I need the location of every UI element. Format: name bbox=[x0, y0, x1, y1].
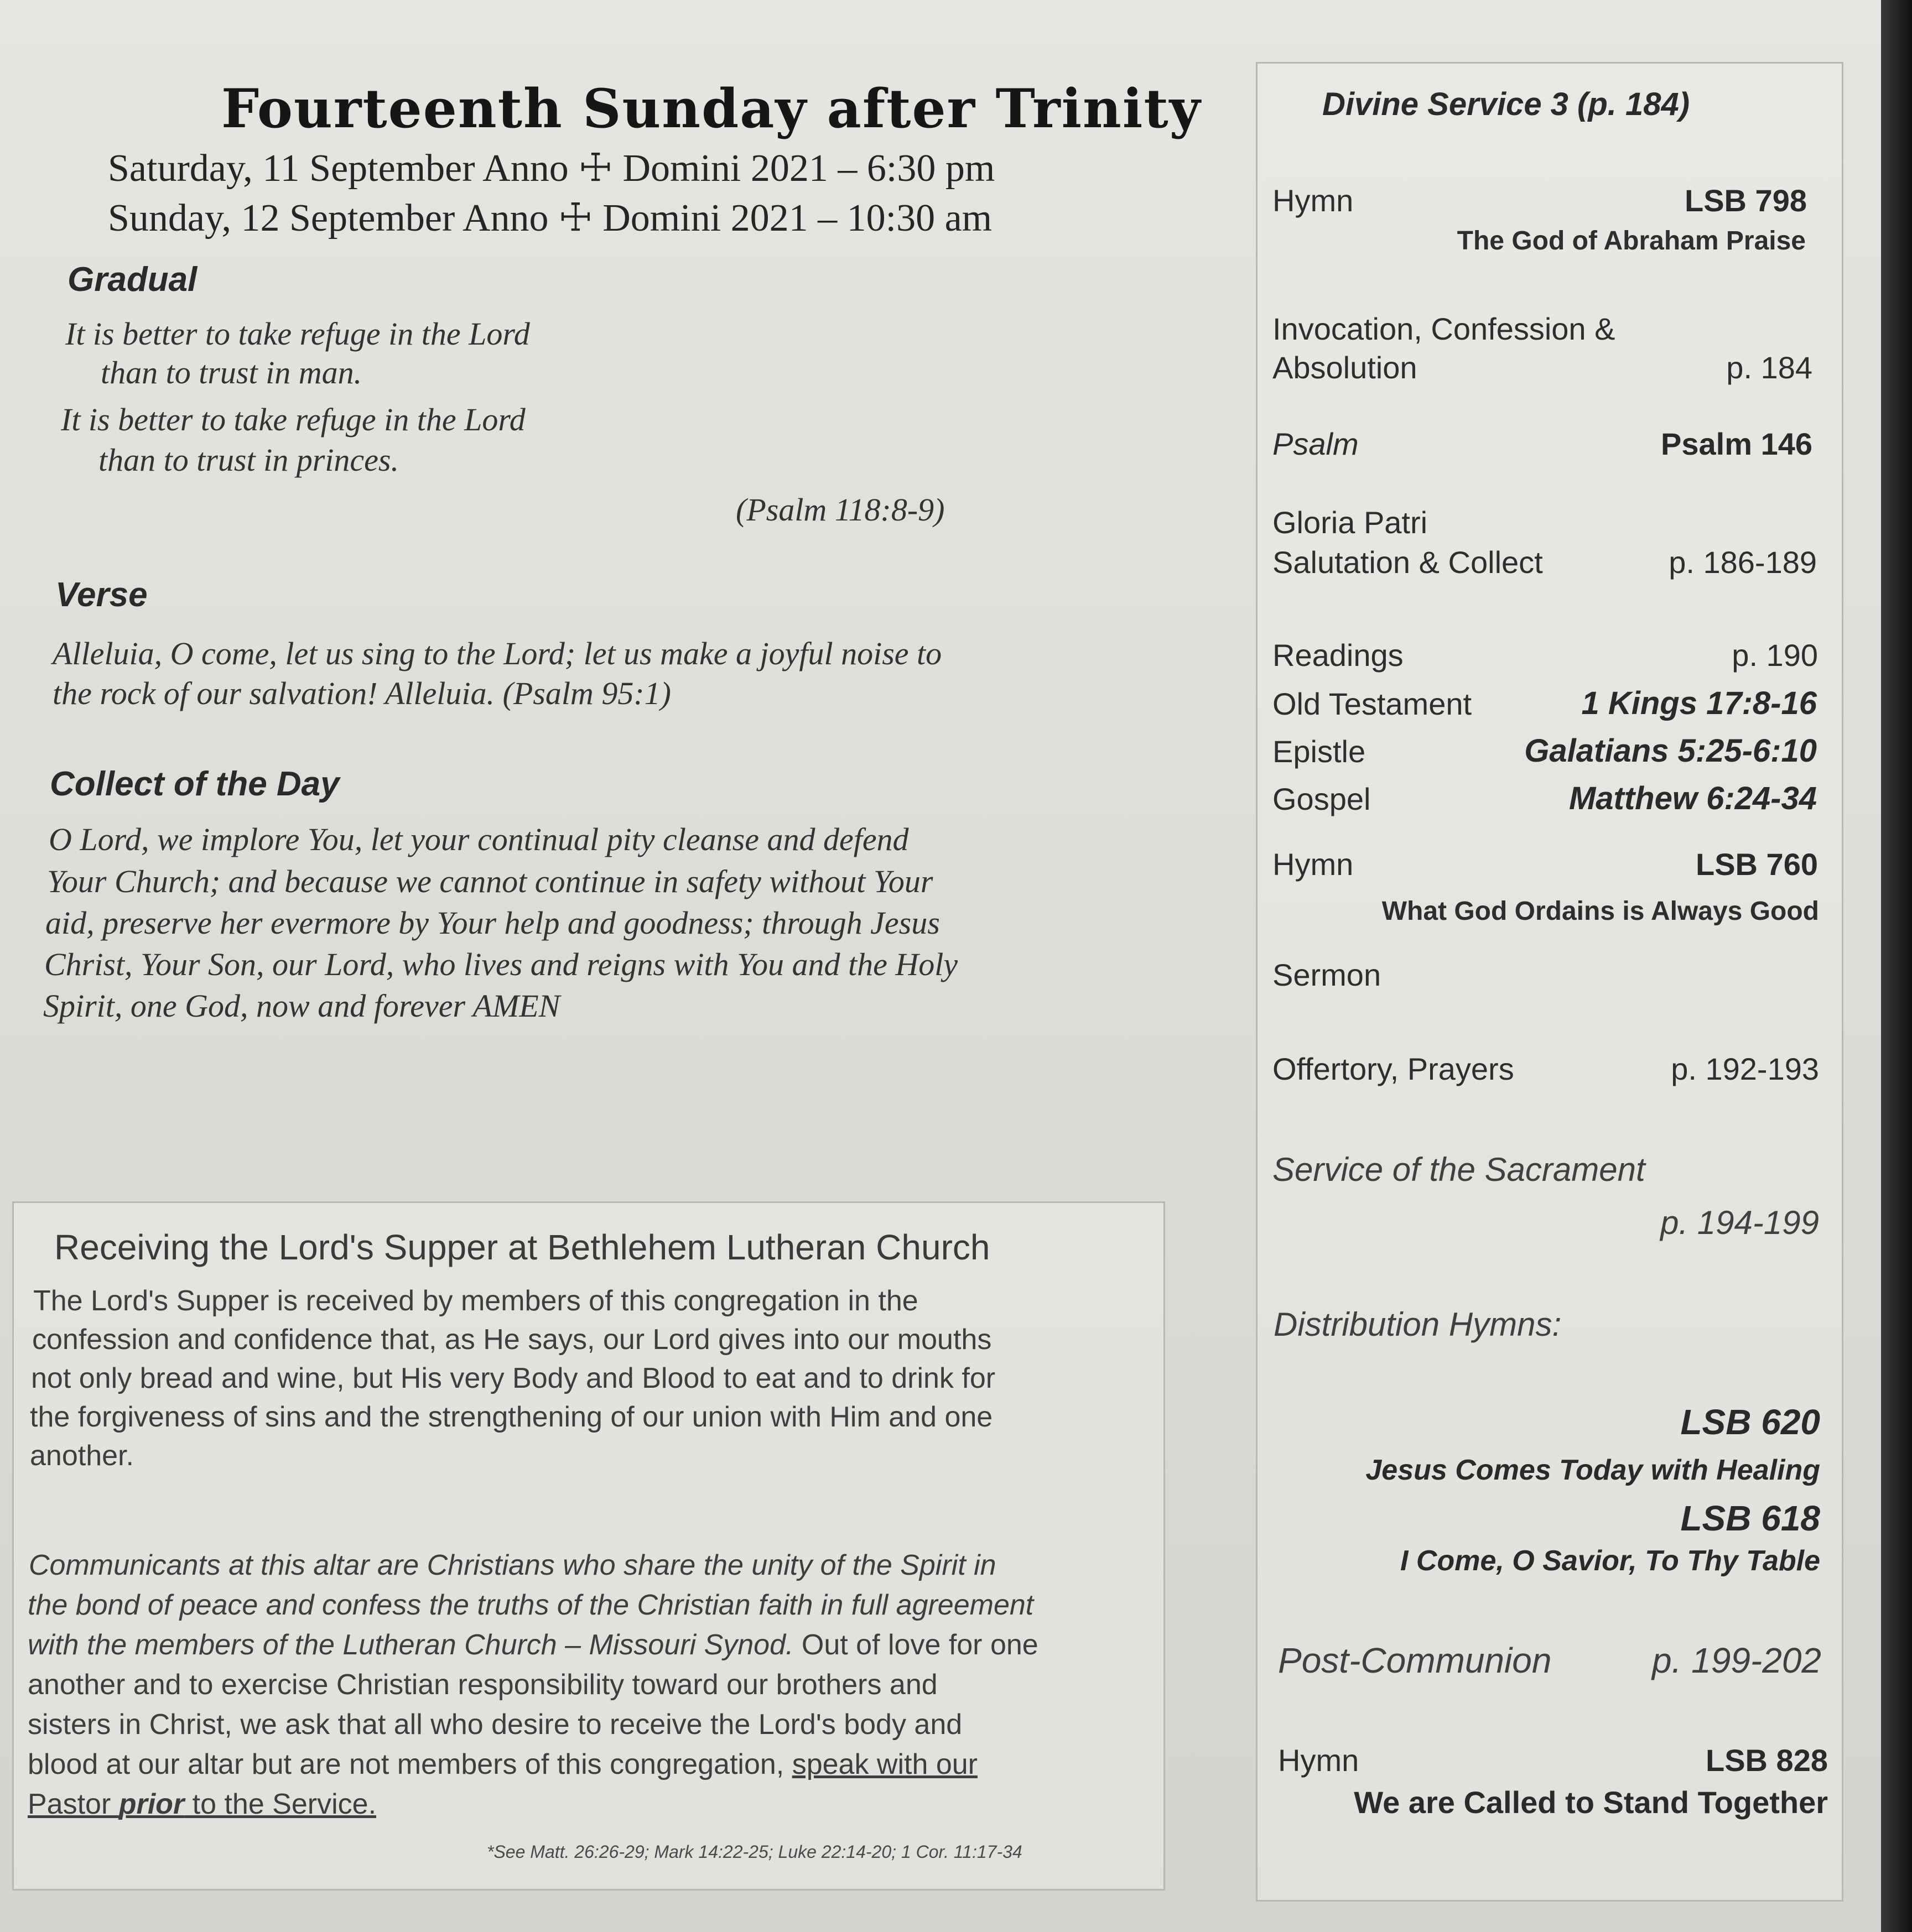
hymn3-label: Hymn bbox=[1278, 1743, 1359, 1778]
collect-heading: Collect of the Day bbox=[50, 765, 340, 803]
distribution-hymns-label: Distribution Hymns: bbox=[1274, 1306, 1562, 1343]
gospel-reading: Matthew 6:24-34 bbox=[1568, 780, 1817, 816]
collect-line: Christ, Your Son, our Lord, who lives and reigns with You and the Holy bbox=[44, 946, 958, 982]
post-communion-label: Post-Communion bbox=[1278, 1641, 1552, 1680]
communicants-line bbox=[28, 1788, 376, 1821]
sacrament-page: p. 194-199 bbox=[1660, 1204, 1819, 1241]
hymn2-label: Hymn bbox=[1272, 847, 1354, 882]
hymn3-name: We are Called to Stand Together bbox=[1354, 1785, 1828, 1820]
readings-page: p. 190 bbox=[1732, 638, 1818, 673]
hymn2-name: What God Ordains is Always Good bbox=[1381, 897, 1819, 926]
date-saturday: Saturday, 11 September Anno ☩ Domini 2021 – 6:30 pm bbox=[108, 147, 995, 190]
old-testament-label: Old Testament bbox=[1272, 686, 1472, 721]
gradual-line: than to trust in man. bbox=[101, 355, 362, 390]
verse-line: Alleluia, O come, let us sing to the Lord; let us make a joyful noise to bbox=[53, 636, 942, 671]
collect-line: aid, preserve her evermore by Your help and goodness; through Jesus bbox=[45, 905, 940, 941]
invocation-label: Invocation, Confession & bbox=[1272, 311, 1615, 346]
distribution-hymn1-name: Jesus Comes Today with Healing bbox=[1365, 1454, 1820, 1486]
hymn1-name: The God of Abraham Praise bbox=[1457, 226, 1806, 256]
collect-line: Spirit, one God, now and forever AMEN bbox=[43, 988, 560, 1024]
gradual-line: than to trust in princes. bbox=[98, 442, 399, 478]
post-communion-page: p. 199-202 bbox=[1651, 1641, 1821, 1680]
verse-line: the rock of our salvation! Alleluia. (Psalm 95:1) bbox=[53, 675, 671, 711]
supper-paragraph-line: another. bbox=[30, 1440, 134, 1472]
invocation-page: p. 184 bbox=[1726, 350, 1812, 385]
pastor-text: Pastor bbox=[28, 1788, 119, 1820]
psalm-label: Psalm bbox=[1272, 426, 1359, 461]
synod-italic: with the members of the Lutheran Church – Missouri Synod. bbox=[28, 1629, 794, 1661]
altar-text: blood at our altar but are not members of this congregation, bbox=[28, 1748, 792, 1780]
service-text: to the Service. bbox=[184, 1788, 377, 1820]
communicants-line bbox=[28, 1748, 978, 1781]
distribution-hymn2-name: I Come, O Savior, To Thy Table bbox=[1400, 1545, 1820, 1577]
offertory-page: p. 192-193 bbox=[1671, 1051, 1819, 1086]
scripture-footnote: *See Matt. 26:26-29; Mark 14:22-25; Luke 22:14-20; 1 Cor. 11:17-34 bbox=[487, 1842, 1022, 1862]
collect-line: O Lord, we implore You, let your continual pity cleanse and defend bbox=[49, 821, 909, 857]
service-title: Fourteenth Sunday after Trinity bbox=[221, 77, 1202, 140]
collect-line: Your Church; and because we cannot continue in safety without Your bbox=[47, 863, 933, 899]
psalm-value: Psalm 146 bbox=[1661, 426, 1812, 461]
epistle-reading: Galatians 5:25-6:10 bbox=[1524, 733, 1817, 769]
sacrament-label: Service of the Sacrament bbox=[1272, 1151, 1645, 1188]
distribution-hymn1-number: LSB 620 bbox=[1680, 1402, 1820, 1442]
lords-supper-title: Receiving the Lord's Supper at Bethlehem Lutheran Church bbox=[54, 1227, 990, 1267]
communicants-line bbox=[28, 1628, 1038, 1662]
gloria-patri-label: Gloria Patri bbox=[1272, 505, 1428, 540]
divine-service-title: Divine Service 3 (p. 184) bbox=[1322, 86, 1690, 122]
gradual-line: It is better to take refuge in the Lord bbox=[61, 402, 526, 438]
communicants-line: sisters in Christ, we ask that all who desire to receive the Lord's body and bbox=[28, 1709, 963, 1741]
verse-heading: Verse bbox=[55, 576, 148, 614]
speak-with-pastor-link: speak with our bbox=[792, 1748, 978, 1780]
gradual-reference: (Psalm 118:8-9) bbox=[736, 492, 945, 528]
offertory-label: Offertory, Prayers bbox=[1272, 1051, 1514, 1086]
readings-label: Readings bbox=[1272, 638, 1404, 673]
hymn1-label: Hymn bbox=[1272, 183, 1354, 218]
page-edge-shadow bbox=[1881, 0, 1912, 1932]
communicants-line: another and to exercise Christian responsibility toward our brothers and bbox=[28, 1669, 938, 1701]
sermon-label: Sermon bbox=[1272, 957, 1381, 992]
date-sunday: Sunday, 12 September Anno ☩ Domini 2021 – 10:30 am bbox=[108, 197, 993, 239]
hymn2-number: LSB 760 bbox=[1696, 847, 1818, 882]
distribution-hymn2-number: LSB 618 bbox=[1680, 1498, 1820, 1538]
gospel-label: Gospel bbox=[1272, 782, 1371, 816]
synod-rest: Out of love for one bbox=[793, 1629, 1038, 1661]
supper-paragraph-line: The Lord's Supper is received by members of this congregation in the bbox=[33, 1285, 918, 1317]
hymn3-number: LSB 828 bbox=[1706, 1743, 1828, 1778]
supper-paragraph-line: confession and confidence that, as He says, our Lord gives into our mouths bbox=[32, 1324, 992, 1356]
salutation-label: Salutation & Collect bbox=[1272, 545, 1543, 580]
supper-paragraph-line: not only bread and wine, but His very Body and Blood to eat and to drink for bbox=[31, 1362, 996, 1394]
old-testament-reading: 1 Kings 17:8-16 bbox=[1581, 685, 1817, 721]
gradual-line: It is better to take refuge in the Lord bbox=[65, 316, 530, 352]
communicants-line: the bond of peace and confess the truths of the Christian faith in full agreement bbox=[28, 1589, 1034, 1621]
supper-paragraph-line: the forgiveness of sins and the strengthening of our union with Him and one bbox=[30, 1401, 993, 1433]
prior-text: prior bbox=[118, 1788, 185, 1820]
epistle-label: Epistle bbox=[1272, 734, 1366, 769]
salutation-page: p. 186-189 bbox=[1669, 545, 1817, 580]
hymn1-number: LSB 798 bbox=[1685, 183, 1807, 218]
absolution-label: Absolution bbox=[1272, 350, 1417, 385]
communicants-line: Communicants at this altar are Christians who share the unity of the Spirit in bbox=[29, 1549, 996, 1581]
gradual-heading: Gradual bbox=[67, 261, 198, 299]
